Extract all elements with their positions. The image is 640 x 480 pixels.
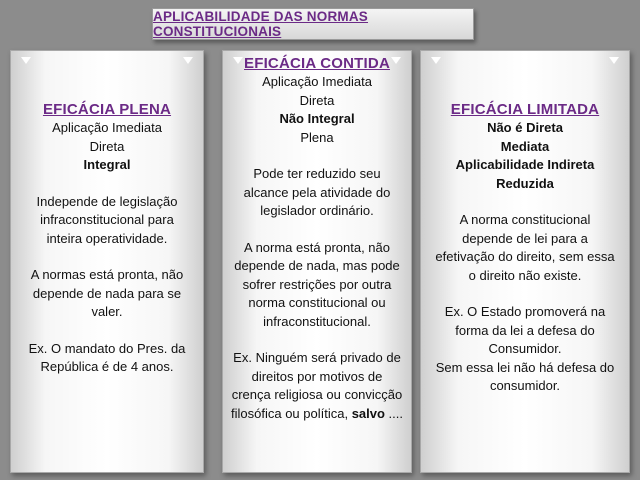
example-ellipsis: ....: [384, 405, 403, 421]
description-paragraph: A normas está pronta, não depende de nada para se valer.: [30, 267, 184, 319]
panel-eficacia-plena: [10, 50, 204, 473]
example-paragraph: [223, 349, 411, 423]
characteristic-item: Mediata: [500, 138, 550, 154]
characteristic-item: Aplicação Imediata: [52, 120, 162, 135]
corner-triangle-icon: [183, 57, 193, 64]
characteristic-item: Integral: [83, 157, 131, 172]
panel-heading: EFICÁCIA CONTIDA: [244, 55, 390, 72]
page-title: APLICABILIDADE DAS NORMAS CONSTITUCIONAIS: [153, 9, 369, 39]
characteristic-item: Direta: [89, 138, 125, 154]
corner-triangle-icon: [233, 57, 243, 64]
example-text: Ex. Ninguém será privado de direitos por motivos de crença religiosa ou convicção filosófica ou política,: [231, 350, 403, 421]
corner-triangle-icon: [21, 57, 31, 64]
panel-heading: EFICÁCIA PLENA: [42, 101, 172, 118]
example-paragraph: Ex. O Estado promoverá na forma da lei a defesa do Consumidor.: [444, 304, 606, 356]
characteristic-item: Reduzida: [496, 175, 554, 191]
description-paragraph: Pode ter reduzido seu alcance pela atividade do legislador ordinário.: [243, 166, 391, 218]
description-paragraph: Independe de legislação infraconstitucional para inteira operatividade.: [36, 193, 178, 246]
corner-triangle-icon: [391, 57, 401, 64]
corner-triangle-icon: [609, 57, 619, 64]
example-bold-word: salvo: [351, 405, 385, 421]
characteristic-item: Não Integral: [279, 111, 355, 126]
panel-eficacia-contida: [222, 50, 412, 473]
characteristic-item: Direta: [299, 92, 335, 108]
example-paragraph: Ex. O mandato do Pres. da República é de 4 anos.: [28, 340, 186, 374]
title-bar: [152, 8, 474, 40]
characteristic-item: Aplicação Imediata: [262, 74, 372, 89]
corner-triangle-icon: [431, 57, 441, 64]
description-paragraph: A norma constitucional depende de lei para a efetivação do direito, sem essa o direito não existe.: [435, 212, 615, 283]
example-paragraph: Sem essa lei não há defesa do consumidor.: [435, 359, 615, 393]
description-paragraph: A norma está pronta, não depende de nada, mas pode sofrer restrições por outra norma constitucional ou infraconstitucional.: [234, 239, 400, 329]
characteristic-item: Aplicabilidade Indireta: [455, 157, 595, 172]
panel-heading: EFICÁCIA LIMITADA: [450, 101, 600, 118]
characteristic-item: Não é Direta: [487, 120, 563, 135]
panel-eficacia-limitada: [420, 50, 630, 473]
characteristic-item: Plena: [300, 129, 334, 145]
